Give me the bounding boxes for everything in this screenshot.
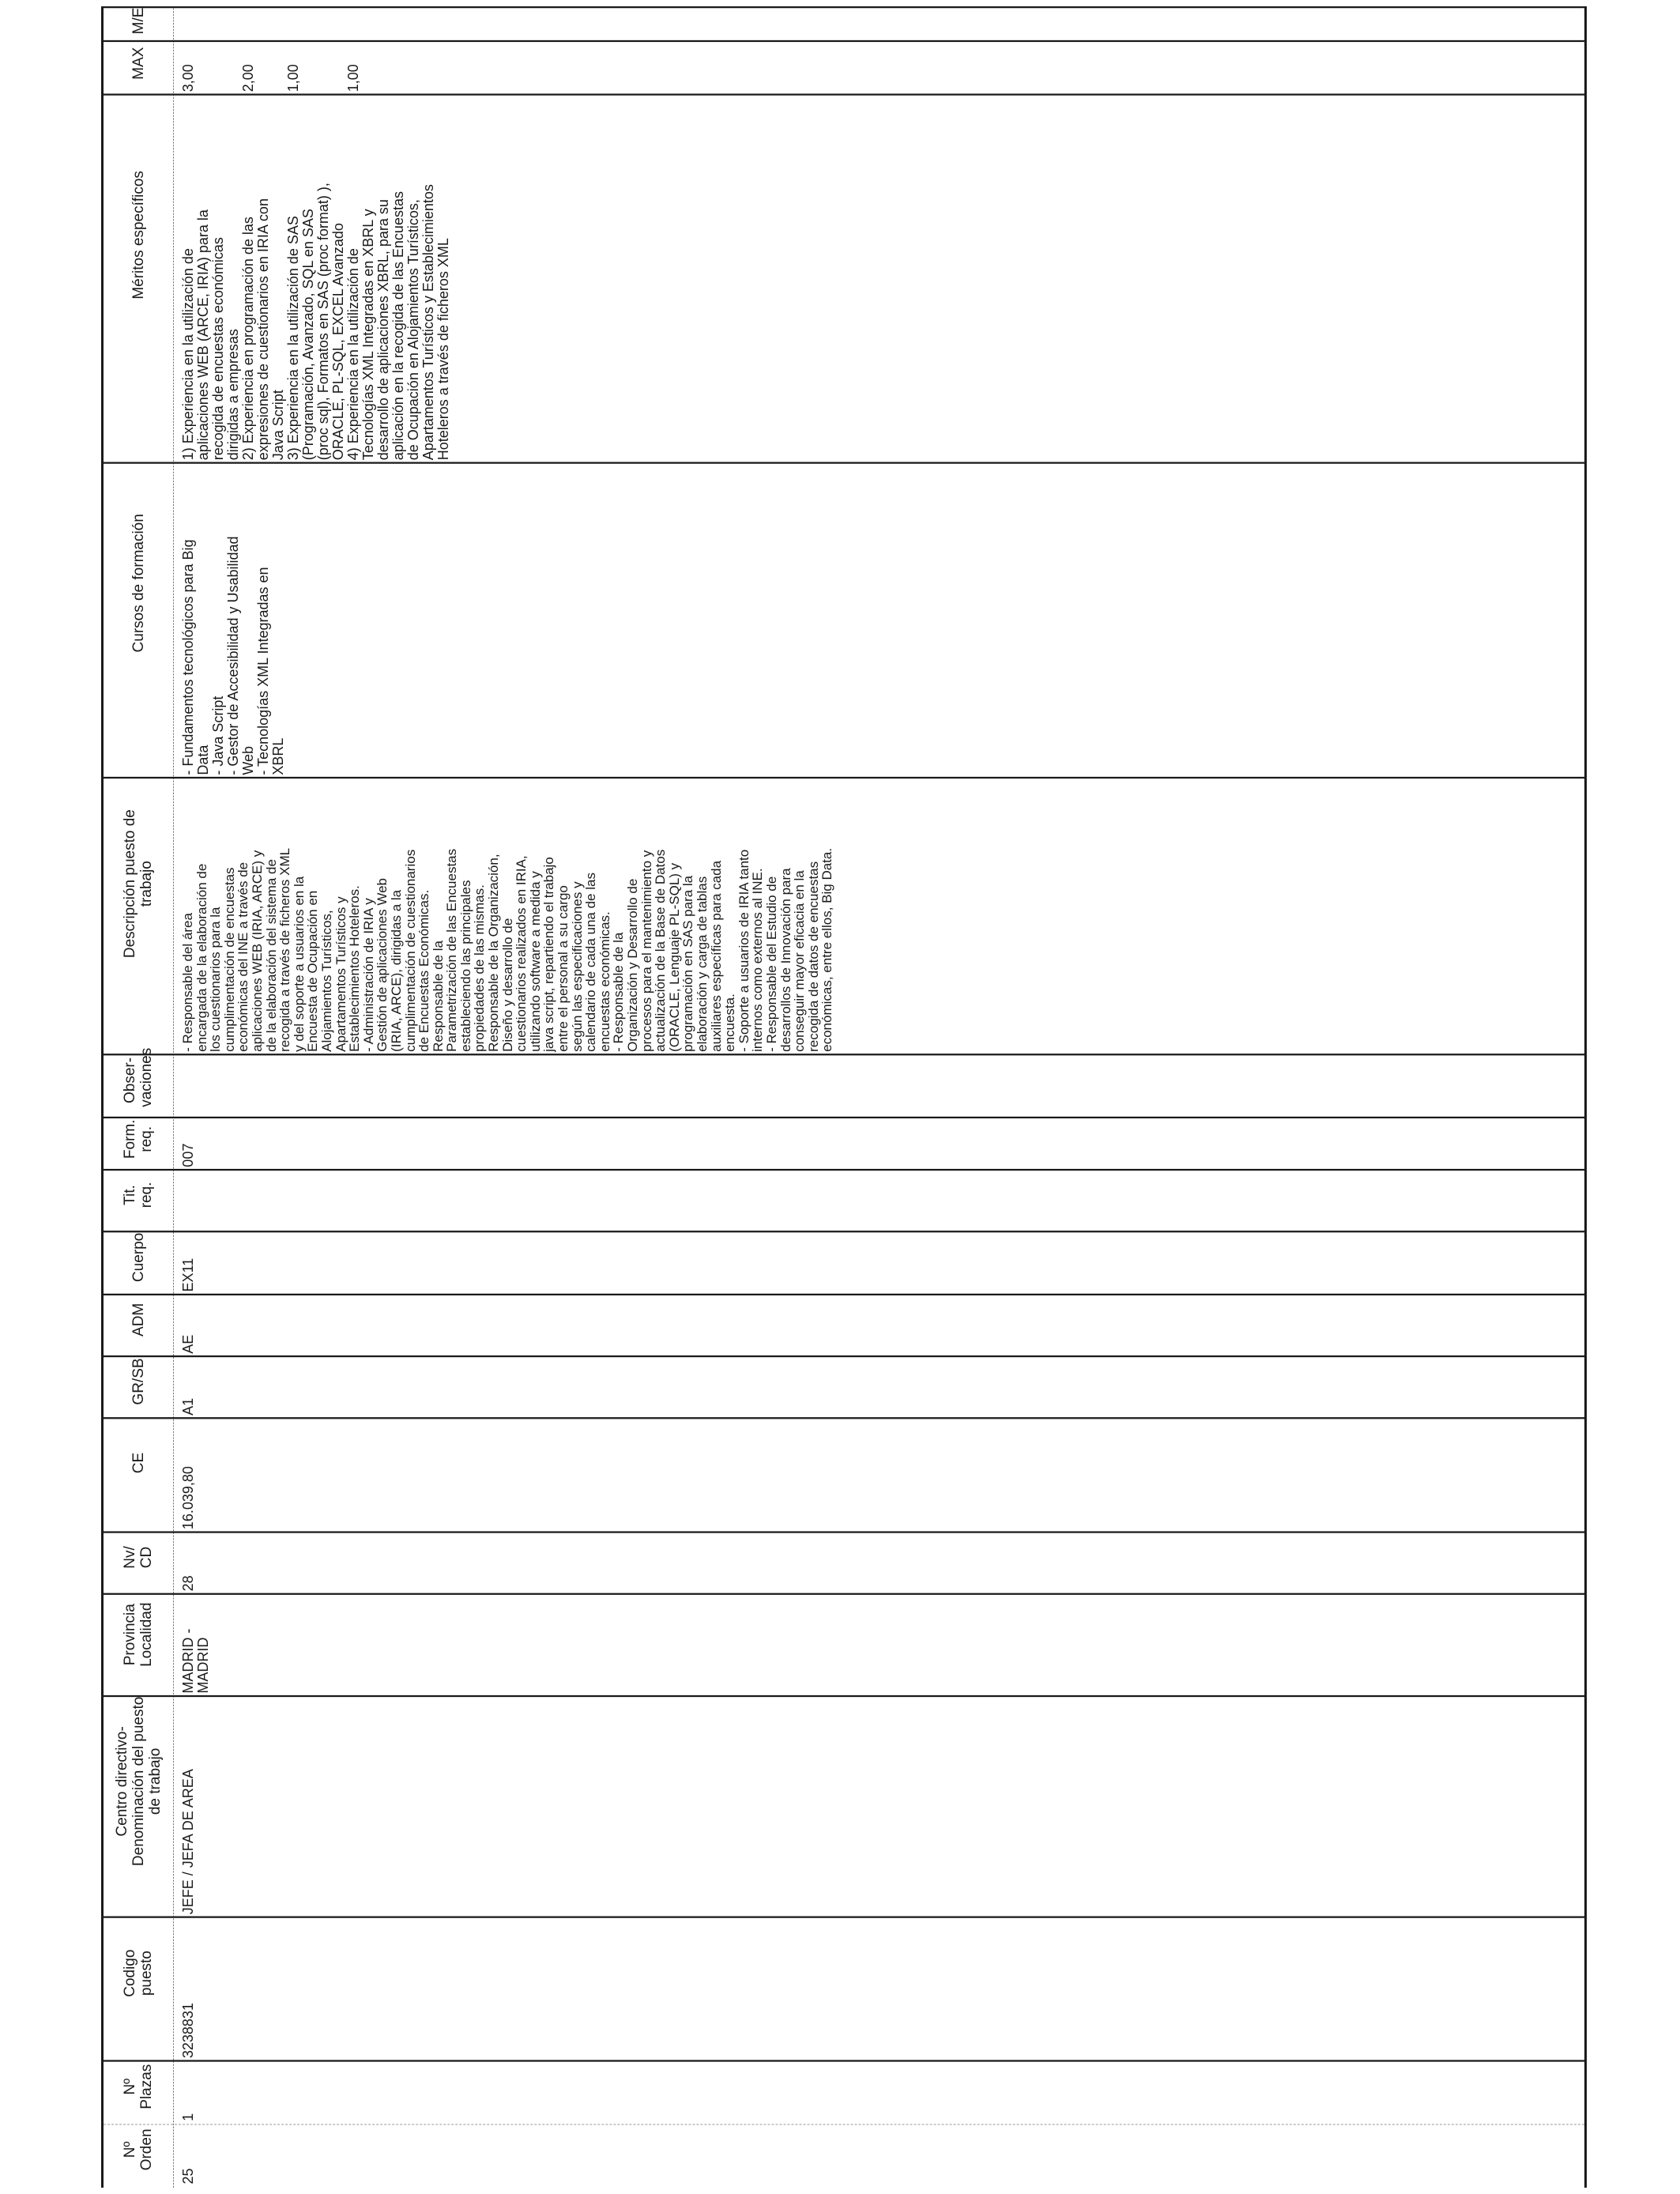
cell-centro: JEFE / JEFA DE AREA [180,1769,196,1915]
header-plazas: Nº Plazas [122,2064,155,2109]
rotated-page [101,6,1587,2188]
header-cursos: Cursos de formación [130,514,147,653]
header-nivel: Nv/ CD [122,1546,155,1569]
header-provincia: Provincia Localidad [122,1602,155,1667]
header-ce: CE [130,1452,147,1474]
header-adm: ADM [130,1302,147,1337]
header-orden: Nº Orden [122,2128,155,2171]
cell-meritos [181,96,451,464]
job-table [101,6,1587,2188]
cell-cursos: - Fundamentos tecnológicos para Big Data - Java Script - Gestor de Accesibilidad y Usabilidad Web - Tecnologías XML Integradas en XBRL [180,536,286,775]
header-formacion: Form. req. [122,1119,155,1159]
header-meritos: Méritos específicos [130,171,147,300]
cell-provincia: MADRID - MADRID [180,1628,211,1694]
header-grupo: GR/SB [130,1358,147,1405]
cell-formacion: 007 [180,1143,196,1167]
merito-max-value: 2,00 [240,64,256,92]
merito-max-value: 1,00 [285,64,301,92]
header-max: MAX [130,47,147,80]
cell-plazas: 1 [180,2113,196,2121]
header-observaciones: Obser- vaciones [122,1047,155,1107]
header-descripcion: Descripción puesto de trabajo [122,809,155,959]
merito-item: 4) Experiencia en la utilización de Tecnologías XML Integradas en XBRL y desarrollo de aplicaciones XBRL, para su aplicación en la recogida de las Encuestas de Ocupación en Alojamientos Turísticos, Apartamentos Turísticos y Establecimientos Hoteleros a través de ficheros XML [345,184,451,461]
merito-max-value: 1,00 [345,64,361,92]
table-header-row [104,8,174,2188]
merito-max-value: 3,00 [180,64,196,92]
merito-item: 3) Experiencia en la utilización de SAS (Programación, Avanzado, SQL en SAS (proc sql), Formatos en SAS (proc format) ), ORACLE, PL-SQL, EXCEL Avanzado [285,183,346,461]
cell-ce: 16.039,80 [180,1466,196,1530]
cell-adm: AE [180,1334,196,1354]
header-me: M/E [130,7,147,34]
cell-cuerpo: EX11 [180,1257,196,1292]
cell-grupo: A1 [180,1397,196,1416]
cell-nivel: 28 [180,1575,196,1592]
header-cuerpo: Cuerpo [130,1232,147,1282]
cell-orden: 25 [180,2168,196,2185]
merito-item: 1) Experiencia en la utilización de aplicaciones WEB (ARCE, IRIA) para la recogida de encuestas económicas dirigidas a empresas [180,209,241,461]
cell-descripcion: - Responsable del área encargada de la elaboración de los cuestionarios para la cumplimentación de encuestas económicas del INE a través de aplicaciones WEB (IRIA, ARCE) y de la elaboración del sistema de recogida a través de ficheros XML y del soporte a usuarios en la Encuesta de Ocupación en Alojamientos Turísticos, Apartamentos Turísticos y Establecimientos Hoteleros. - Administración de IRIA y Gestión de aplicaciones Web (IRIA, ARCE), dirigidas a la cumplimentación de cuestionarios de Encuestas Económicas. Responsable de la Parametrización de las Encuestas estableciendo las principales propiedades de las mismas. Responsable de la Organización, Diseño y desarrollo de cuestionarios realizados en IRIA, utilizando software a medida y java script, repartiendo el trabajo entre el personal a su cargo según las especificaciones y calendario de cada una de las encuestas económicas. - Responsable de la Organización y Desarrollo de procesos para el mantenimiento y actualización de la Base de Datos (ORACLE, Lenguaje PL-SQL) y programación en SAS para la elaboración y carga de tablas auxiliares específicas para cada encuesta. - Soporte a usuarios de IRIA tanto internos como externos al INE. - Responsable del Estudio de desarrollos de Innovación para conseguir mayor eficacia en la recogida de datos de encuestas económicas, entre ellos, Big Data. [180,847,835,1052]
cell-codigo: 3238831 [180,2003,196,2059]
table-row [173,8,1584,2188]
header-codigo: Codigo puesto [122,1949,155,1997]
header-centro: Centro directivo- Denominación del puesto de trabajo [113,1696,164,1866]
header-titulacion: Tit. req. [122,1182,155,1208]
merito-item: 2) Experiencia en programación de las expresiones de cuestionarios en IRIA con Java Script [240,198,286,461]
